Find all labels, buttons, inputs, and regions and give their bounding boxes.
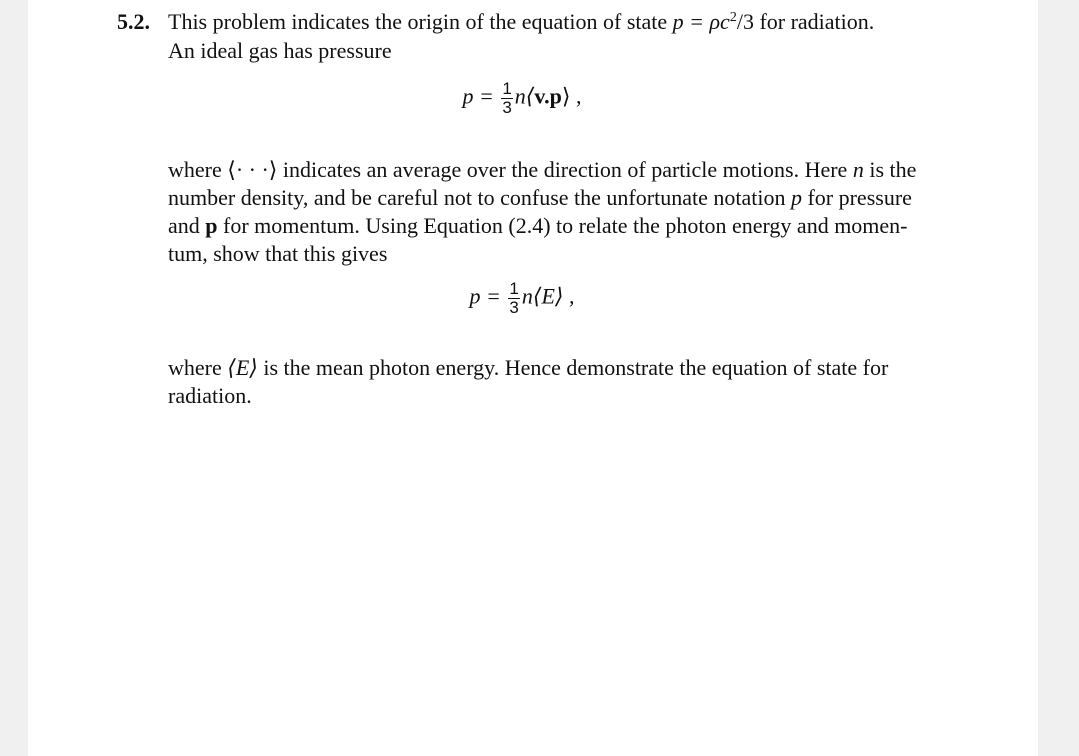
eq2-lhs: p =	[469, 283, 501, 309]
eq2-rhs: n⟨E⟩ ,	[521, 283, 575, 309]
eq1-fraction	[501, 80, 512, 117]
intro-text: This problem indicates the origin of the equation of state	[168, 9, 673, 34]
para2-bold-p: p	[205, 213, 218, 238]
intro-math-sup: 2	[729, 10, 737, 25]
eq1-close: ⟩ ,	[561, 83, 582, 109]
para2-text-c: number density, and be careful not to confuse the unfortunate notation	[168, 185, 791, 210]
para3-math-E: ⟨E⟩	[227, 355, 258, 380]
problem-intro-line2: An ideal gas has pressure	[168, 38, 392, 63]
para2-text-a: where ⟨· · ·⟩ indicates an average over the direction of particle motions. Here	[168, 157, 853, 182]
paragraph-2	[168, 156, 916, 268]
document-page	[28, 0, 1038, 756]
eq1-denominator: 3	[502, 98, 512, 117]
para2-text-e: and	[168, 213, 206, 238]
problem-intro-line1	[117, 8, 874, 36]
eq1-numerator: 1	[502, 79, 512, 98]
para3-text-b: is the mean photon energy. Hence demonstrate the equation of state for	[257, 355, 889, 380]
eq2-fraction	[508, 280, 519, 317]
eq2-numerator: 1	[509, 279, 519, 298]
para2-math-p: p	[790, 185, 802, 210]
para2-line1	[168, 156, 916, 184]
equation-pressure-momentum	[117, 80, 927, 117]
eq2-denominator: 3	[509, 298, 519, 317]
intro-tail: /3 for radiation.	[736, 9, 875, 34]
para2-line4: tum, show that this gives	[168, 241, 388, 266]
eq1-n: n⟨	[514, 83, 535, 109]
para3-line1	[168, 354, 888, 382]
para3-line2: radiation.	[168, 383, 252, 408]
para2-text-f: for momentum. Using Equation (2.4) to relate the photon energy and momen-	[217, 213, 908, 238]
para2-text-b: is the	[863, 157, 917, 182]
para2-math-n: n	[852, 157, 864, 182]
intro-math: p = ρc	[672, 9, 730, 34]
para2-line2	[168, 184, 916, 212]
para3-text-a: where	[168, 355, 228, 380]
eq1-lhs: p =	[462, 83, 494, 109]
problem-number: 5.2.	[117, 9, 150, 34]
para2-text-d: for pressure	[801, 185, 912, 210]
para2-line3	[168, 212, 916, 240]
paragraph-3	[168, 354, 888, 410]
equation-pressure-energy	[117, 280, 927, 317]
eq1-vector: v.p	[534, 83, 562, 109]
